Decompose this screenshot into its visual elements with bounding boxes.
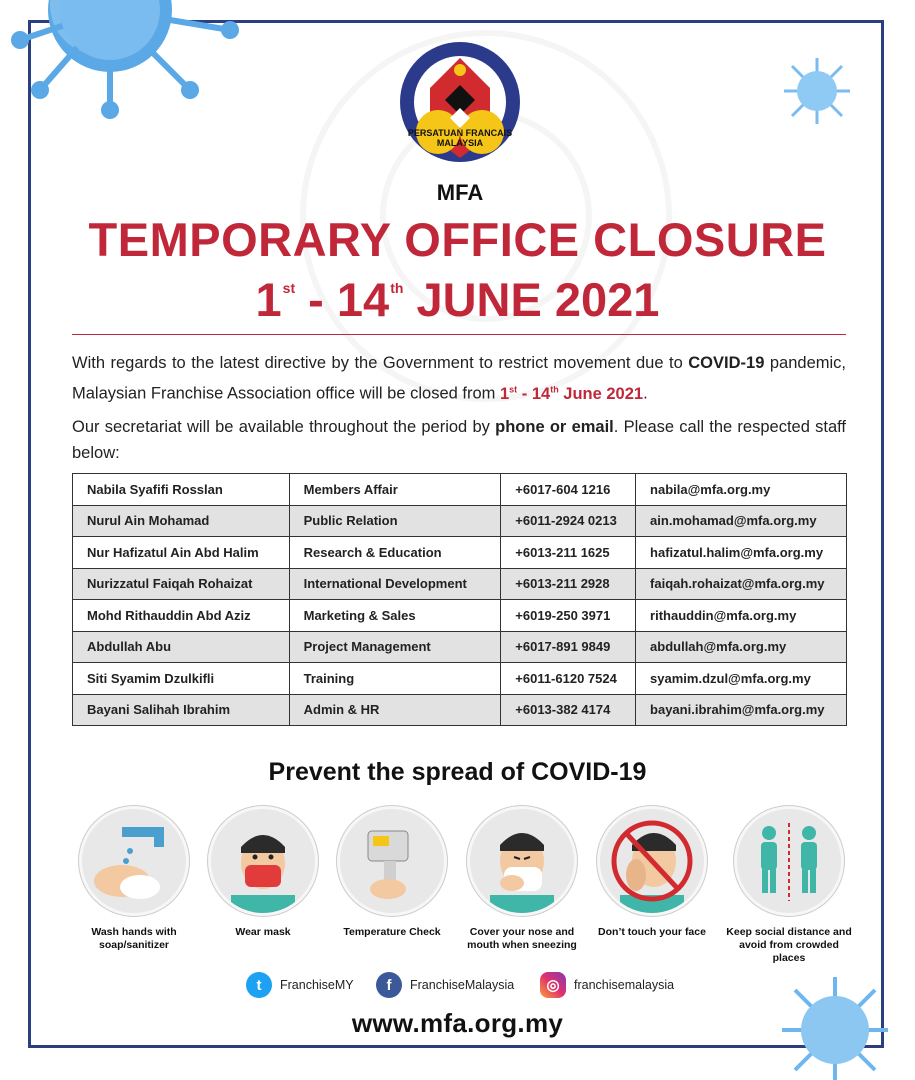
staff-phone[interactable]: +6013-382 4174 (501, 694, 636, 726)
thermometer-icon (337, 806, 447, 916)
instagram-icon: ◎ (540, 972, 566, 998)
facebook-link[interactable] (376, 972, 514, 998)
staff-phone[interactable]: +6019-250 3971 (501, 600, 636, 632)
twitter-link[interactable] (246, 972, 354, 998)
table-row (73, 568, 847, 600)
staff-phone[interactable]: +6013-211 1625 (501, 537, 636, 569)
facebook-icon: f (376, 972, 402, 998)
staff-phone[interactable]: +6017-604 1216 (501, 474, 636, 506)
tip-wear-mask (197, 806, 329, 939)
staff-dept: Marketing & Sales (289, 600, 501, 632)
staff-email[interactable]: bayani.ibrahim@mfa.org.my (636, 694, 847, 726)
staff-dept: International Development (289, 568, 501, 600)
tip-wash-hands (68, 806, 200, 952)
notice-paragraph: With regards to the latest directive by the Government to restrict movement due to COVID-19 pandemic, Malaysian Franchise Association office will be closed from 1st - 14th June 2021. (72, 354, 847, 403)
table-row (73, 505, 847, 537)
staff-contact-table (72, 473, 847, 726)
staff-email[interactable]: ain.mohamad@mfa.org.my (636, 505, 847, 537)
staff-email[interactable]: hafizatul.halim@mfa.org.my (636, 537, 847, 569)
staff-email[interactable]: syamim.dzul@mfa.org.my (636, 663, 847, 695)
table-row (73, 663, 847, 695)
tip-label: Cover your nose and mouth when sneezing (467, 926, 577, 951)
social-links (0, 972, 915, 1004)
staff-name: Mohd Rithauddin Abd Aziz (73, 600, 290, 632)
sneeze-icon (467, 806, 577, 916)
facebook-handle: FranchiseMalaysia (410, 978, 515, 992)
handwash-icon (79, 806, 189, 916)
tip-label: Temperature Check (343, 926, 441, 938)
staff-email[interactable]: faiqah.rohaizat@mfa.org.my (636, 568, 847, 600)
staff-dept: Admin & HR (289, 694, 501, 726)
staff-name: Nabila Syafifi Rosslan (73, 474, 290, 506)
staff-dept: Public Relation (289, 505, 501, 537)
staff-email[interactable]: rithauddin@mfa.org.my (636, 600, 847, 632)
staff-dept: Research & Education (289, 537, 501, 569)
staff-phone[interactable]: +6011-6120 7524 (501, 663, 636, 695)
staff-phone[interactable]: +6011-2924 0213 (501, 505, 636, 537)
divider (72, 334, 846, 335)
table-row (73, 600, 847, 632)
instagram-handle: franchisemalaysia (574, 978, 675, 992)
page-title: TEMPORARY OFFICE CLOSURE (88, 213, 827, 266)
staff-email[interactable]: abdullah@mfa.org.my (636, 631, 847, 663)
staff-email[interactable]: nabila@mfa.org.my (636, 474, 847, 506)
prevent-heading: Prevent the spread of COVID-19 (268, 758, 647, 786)
staff-dept: Members Affair (289, 474, 501, 506)
logo-org-name: PERSATUAN FRANCAIS MALAYSIA (407, 128, 513, 148)
staff-name: Abdullah Abu (73, 631, 290, 663)
table-row (73, 694, 847, 726)
tip-label: Keep social distance and avoid from crowded places (726, 926, 852, 964)
closure-dates: 1st - 14th JUNE 2021 (255, 273, 660, 326)
staff-phone[interactable]: +6013-211 2928 (501, 568, 636, 600)
social-distance-icon (734, 806, 844, 916)
tip-label: Wash hands with soap/sanitizer (91, 926, 177, 951)
staff-phone[interactable]: +6017-891 9849 (501, 631, 636, 663)
table-row (73, 631, 847, 663)
tip-cover-sneeze (456, 806, 588, 952)
staff-name: Nurizzatul Faiqah Rohaizat (73, 568, 290, 600)
twitter-icon: t (246, 972, 272, 998)
staff-name: Siti Syamim Dzulkifli (73, 663, 290, 695)
tip-temperature (326, 806, 458, 939)
virus-icon (0, 0, 250, 120)
table-row (73, 474, 847, 506)
table-row (73, 537, 847, 569)
staff-name: Bayani Salihah Ibrahim (73, 694, 290, 726)
website-link[interactable]: www.mfa.org.my (351, 1008, 564, 1038)
tip-label: Don’t touch your face (598, 926, 706, 938)
staff-name: Nur Hafizatul Ain Abd Halim (73, 537, 290, 569)
staff-dept: Training (289, 663, 501, 695)
tip-label: Wear mask (235, 926, 291, 938)
contact-paragraph: Our secretariat will be available throughout the period by phone or email. Please call the respected staff below: (72, 418, 846, 462)
mask-icon (208, 806, 318, 916)
tip-no-touch-face (586, 806, 718, 939)
twitter-handle: FranchiseMY (280, 978, 354, 992)
logo-acronym: MFA (436, 180, 484, 205)
virus-icon (782, 56, 852, 126)
prevention-tips (68, 806, 852, 966)
tip-social-distance (723, 806, 855, 965)
staff-name: Nurul Ain Mohamad (73, 505, 290, 537)
instagram-link[interactable] (540, 972, 674, 998)
no-touch-face-icon (597, 806, 707, 916)
staff-dept: Project Management (289, 631, 501, 663)
